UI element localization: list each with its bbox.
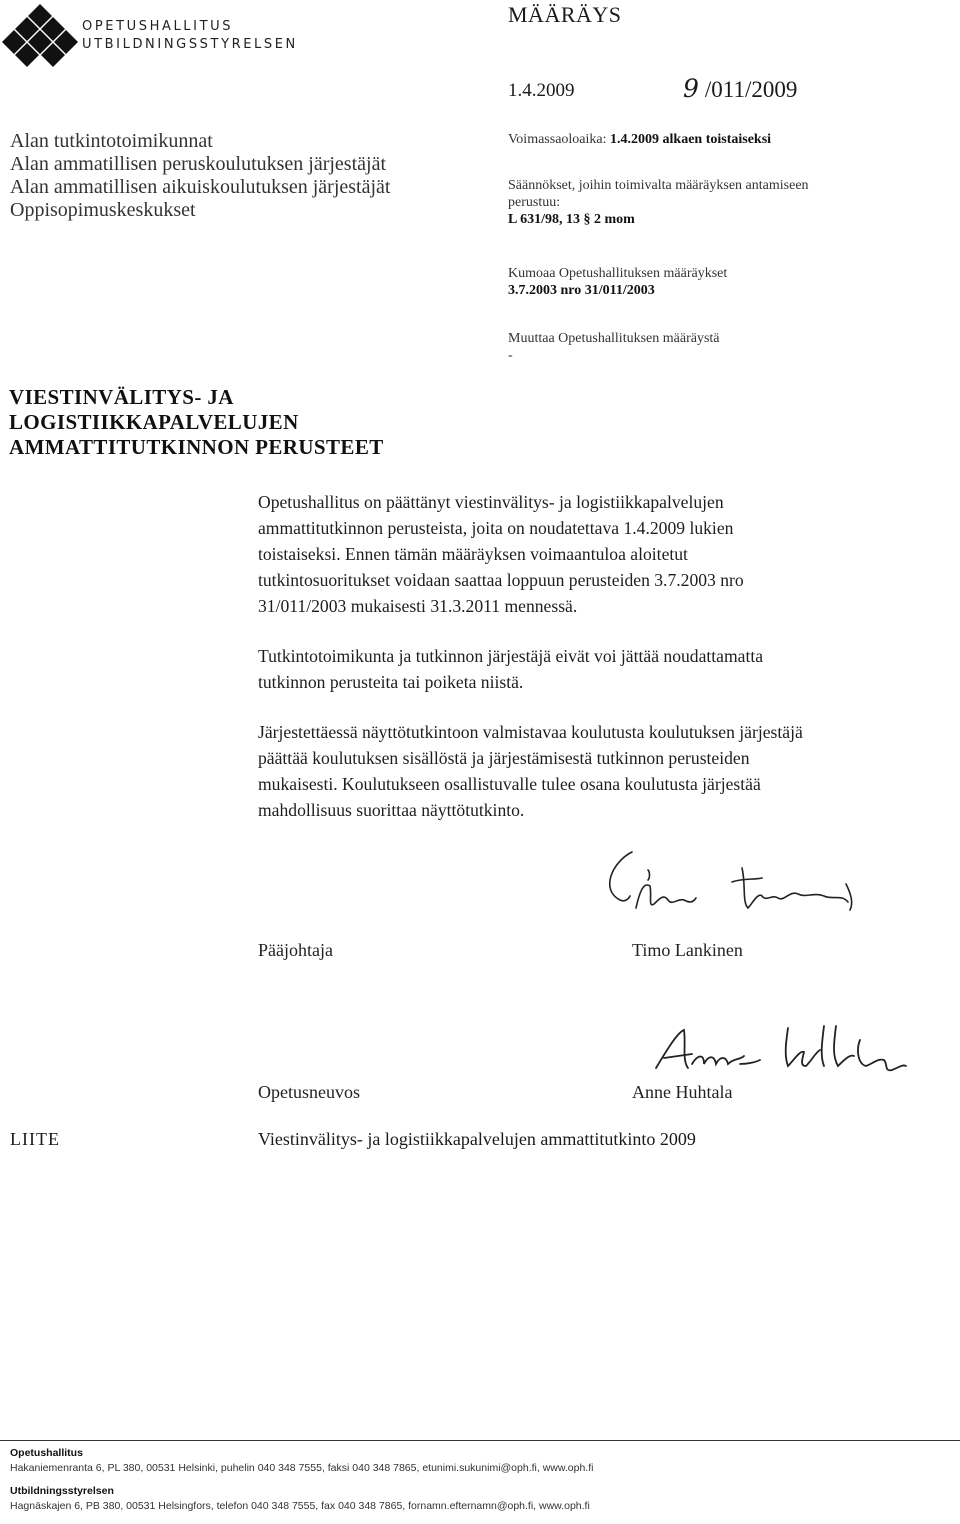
footer-fi xyxy=(10,1446,593,1476)
signatory-role-2: Opetusneuvos xyxy=(258,1082,360,1102)
document-number xyxy=(683,74,797,103)
paragraph-line: tutkintosuoritukset voidaan saattaa loppuun perusteiden 3.7.2003 nro xyxy=(258,570,744,590)
body-paragraph-3 xyxy=(258,719,948,823)
signatory-role-1: Pääjohtaja xyxy=(258,940,333,960)
organization-name xyxy=(82,18,298,54)
repeals-value: 3.7.2003 nro 31/011/2003 xyxy=(508,283,655,298)
paragraph-line: tutkinnon perusteita tai poiketa niistä. xyxy=(258,672,524,692)
attachment-text: Viestinvälitys- ja logistiikkapalvelujen ammattitutkinto 2009 xyxy=(258,1129,696,1149)
legal-basis xyxy=(508,177,809,228)
footer-org-fi: Opetushallitus xyxy=(10,1447,83,1459)
paragraph-line: päättää koulutuksen sisällöstä ja järjestämisestä tutkinnon perusteiden xyxy=(258,748,750,768)
paragraph-line: Järjestettäessä näyttötutkintoon valmistavaa koulutusta koulutuksen järjestäjä xyxy=(258,722,803,742)
legal-basis-label-1: Säännökset, joihin toimivalta määräyksen antamiseen xyxy=(508,178,809,193)
org-name-fi: OPETUSHALLITUS xyxy=(82,19,234,34)
title-line: VIESTINVÄLITYS- JA xyxy=(9,385,234,409)
footer-divider xyxy=(0,1440,960,1441)
validity-period xyxy=(508,131,771,148)
amends-value: - xyxy=(508,348,513,363)
footer-org-sv: Utbildningsstyrelsen xyxy=(10,1485,114,1497)
recipient-item: Alan tutkintotoimikunnat xyxy=(10,130,213,152)
paragraph-line: 31/011/2003 mukaisesti 31.3.2011 mennessä. xyxy=(258,596,578,616)
diamond-logo-icon xyxy=(2,4,78,74)
recipient-item: Alan ammatillisen aikuiskoulutuksen järjestäjät xyxy=(10,176,391,198)
footer-address-sv: Hagnäskajen 6, PB 380, 00531 Helsingfors, telefon 040 348 7555, fax 040 348 7865, fornamn.efternamn@oph.fi, www.oph.fi xyxy=(10,1500,590,1512)
signatory-name-1: Timo Lankinen xyxy=(632,940,743,960)
signatory-name-2: Anne Huhtala xyxy=(632,1082,733,1102)
legal-basis-label-2: perustuu: xyxy=(508,195,561,210)
paragraph-line: Opetushallitus on päättänyt viestinvälitys- ja logistiikkapalvelujen xyxy=(258,492,724,512)
handwritten-signature-2 xyxy=(648,1020,908,1082)
repeals-block xyxy=(508,265,727,299)
validity-value: 1.4.2009 alkaen toistaiseksi xyxy=(610,132,772,147)
validity-label: Voimassaoloaika: xyxy=(508,132,611,147)
title-line: LOGISTIIKKAPALVELUJEN xyxy=(9,410,299,434)
attachment-label: LIITE xyxy=(10,1129,60,1149)
title-line: AMMATTITUTKINNON PERUSTEET xyxy=(9,435,384,459)
amends-label: Muuttaa Opetushallituksen määräystä xyxy=(508,331,720,346)
body-paragraph-1 xyxy=(258,489,948,619)
recipients-list xyxy=(10,130,390,222)
handwritten-number: 9 xyxy=(683,74,699,103)
document-title xyxy=(9,385,384,460)
paragraph-line: toistaiseksi. Ennen tämän määräyksen voimaantuloa aloitetut xyxy=(258,544,688,564)
repeals-label: Kumoaa Opetushallituksen määräykset xyxy=(508,266,728,281)
footer-address-fi: Hakaniemenranta 6, PL 380, 00531 Helsinki, puhelin 040 348 7555, faksi 040 348 7865, etunimi.sukunimi@oph.fi, www.oph.fi xyxy=(10,1462,594,1474)
org-name-sv: UTBILDNINGSSTYRELSEN xyxy=(82,37,298,52)
handwritten-signature-1 xyxy=(592,838,862,928)
footer-sv xyxy=(10,1484,590,1514)
legal-basis-value: L 631/98, 13 § 2 mom xyxy=(508,212,635,227)
paragraph-line: ammattitutkinnon perusteista, joita on noudatettava 1.4.2009 lukien xyxy=(258,518,734,538)
document-type: MÄÄRÄYS xyxy=(508,2,622,27)
paragraph-line: mukaisesti. Koulutukseen osallistuvalle tulee osana koulutusta järjestää xyxy=(258,774,761,794)
amends-block xyxy=(508,330,720,364)
recipient-item: Alan ammatillisen peruskoulutuksen järjestäjät xyxy=(10,153,387,175)
paragraph-line: Tutkintotoimikunta ja tutkinnon järjestäjä eivät voi jättää noudattamatta xyxy=(258,646,764,666)
paragraph-line: mahdollisuus suorittaa näyttötutkinto. xyxy=(258,800,525,820)
recipient-item: Oppisopimuskeskukset xyxy=(10,199,196,221)
body-paragraph-2 xyxy=(258,643,948,695)
document-date: 1.4.2009 xyxy=(508,80,575,101)
document-number-text: /011/2009 xyxy=(704,77,798,102)
